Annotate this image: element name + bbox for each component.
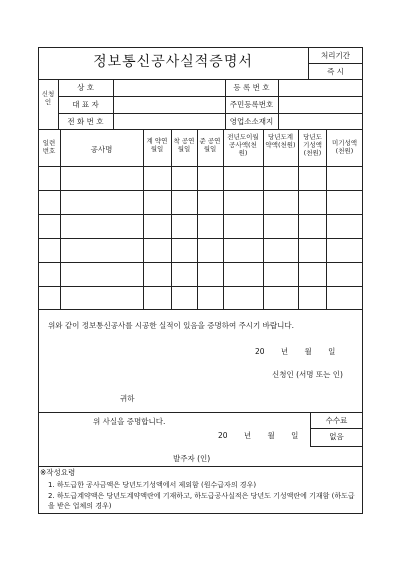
divider — [278, 79, 279, 129]
form-title: 정보통신공사실적증명서 — [93, 54, 253, 70]
field-registration-number: 등 록 번 호 — [233, 83, 270, 92]
field-resident-number: 주민등록번호 — [229, 100, 274, 109]
divider — [38, 466, 363, 467]
processing-label: 처리기간 — [321, 51, 350, 60]
table-row-line — [38, 286, 363, 287]
table-row-line — [38, 166, 363, 167]
divider — [58, 96, 363, 97]
table-row-line — [38, 238, 363, 239]
field-office-address: 영업소소재지 — [229, 117, 274, 126]
divider — [308, 63, 363, 64]
table-header: 착 공연월일 — [173, 137, 195, 153]
note-item: 1. 하도급한 공사금액은 당년도기성액에서 제외함 (원수급자의 경우) — [48, 481, 257, 489]
request-to: 귀하 — [120, 394, 135, 403]
table-header: 당년도계약액(천원) — [265, 133, 296, 149]
table-header: 계 약연월일 — [146, 137, 168, 153]
divider — [38, 79, 363, 80]
request-signer: 신청인 (서명 또는 인) — [272, 370, 343, 379]
certify-date: 20 년 월 일 — [218, 431, 299, 440]
table-header: 공사명 — [90, 145, 113, 154]
divider — [38, 412, 363, 413]
applicant-side-label: 신청인 — [41, 90, 55, 106]
note-item: 2. 하도급계약액은 당년도계약액란에 기재하고, 하도급공사실적은 당년도 기성액란에 기재함 (하도급을 받은 업체의 경우) — [48, 492, 355, 510]
table-col-line — [223, 129, 224, 309]
table-header: 당년도기성액(천원) — [303, 133, 322, 157]
fee-value: 없음 — [329, 432, 344, 441]
table-header: 준 공연월일 — [199, 137, 221, 153]
table-col-line — [171, 129, 172, 309]
processing-value: 즉 시 — [327, 67, 344, 76]
notes-heading: ※작성요령 — [40, 468, 76, 477]
field-representative: 대 표 자 — [72, 100, 99, 109]
table-header: 전년도이월공사액(천원) — [227, 133, 259, 157]
certify-text: 위 사실을 증명합니다. — [93, 417, 166, 426]
certify-issuer: 발주자 (인) — [173, 454, 211, 463]
divider — [310, 446, 363, 447]
request-date: 20 년 월 일 — [255, 347, 336, 356]
table-col-line — [263, 129, 264, 309]
table-col-line — [197, 129, 198, 309]
divider — [38, 129, 363, 130]
table-col-line — [60, 129, 61, 309]
table-row-line — [38, 214, 363, 215]
fee-label: 수수료 — [325, 416, 348, 425]
table-row-line — [38, 262, 363, 263]
table-header: 미기성액(천원) — [331, 139, 358, 155]
table-col-line — [298, 129, 299, 309]
table-row-line — [38, 190, 363, 191]
request-text: 위와 같이 정보통신공사를 시공한 실적이 있음을 증명하여 주시기 바랍니다. — [48, 321, 295, 330]
table-col-line — [326, 129, 327, 309]
divider — [310, 428, 363, 429]
table-row-line — [38, 309, 363, 310]
divider — [58, 113, 363, 114]
field-phone: 전 화 번 호 — [67, 117, 104, 126]
table-col-line — [143, 129, 144, 309]
table-header: 일련번호 — [42, 139, 56, 155]
divider — [113, 79, 114, 129]
field-company-name: 상 호 — [77, 83, 94, 92]
